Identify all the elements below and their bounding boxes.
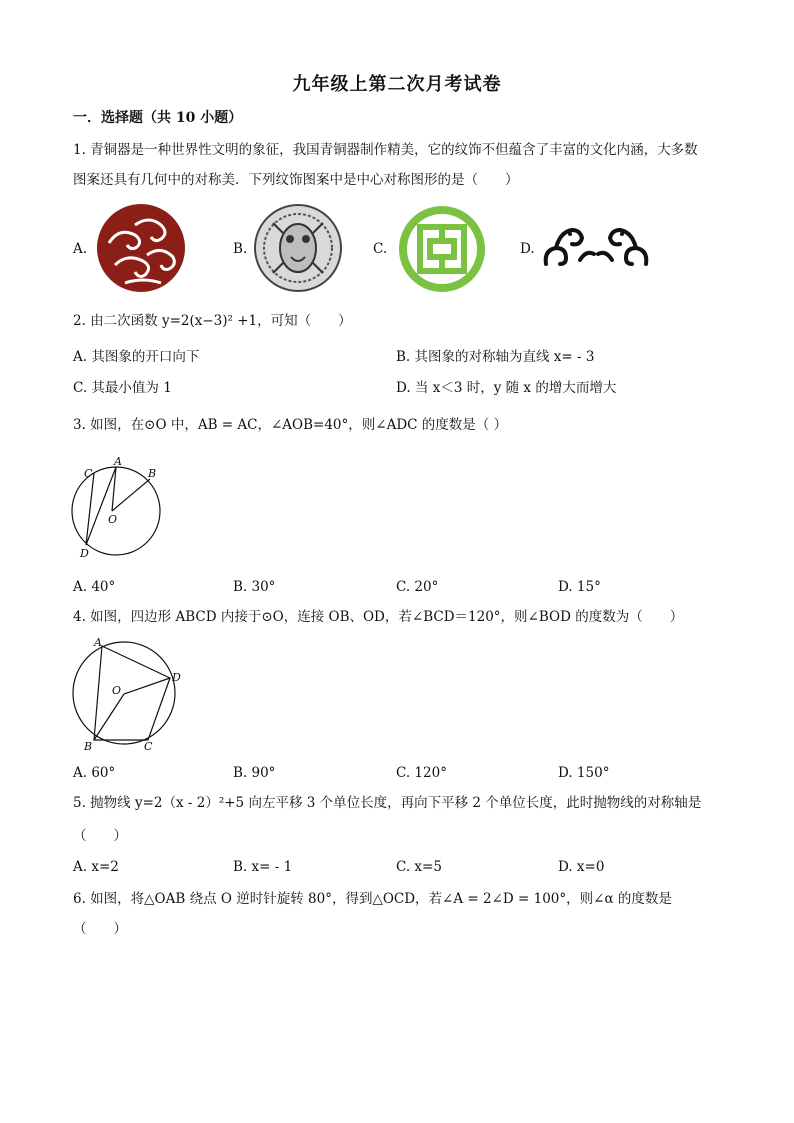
q3-option-d: D. 15° [558,579,601,595]
q4-option-c: C. 120° [396,765,447,781]
q5-stem-line2: （ ） [73,828,127,844]
cloud-pattern-image [95,203,187,293]
q4-option-a: A. 60° [73,765,116,781]
q1-option-c-label: C. [373,241,388,257]
q4-option-d: D. 150° [558,765,610,781]
q4-label-a: A [94,636,102,649]
q3-label-o: O [108,513,118,526]
beast-pattern-image [253,203,343,293]
q1-option-d-label: D. [520,241,535,257]
q2-option-d: D. 当 x＜3 时，y 随 x 的增大而增大 [396,380,617,396]
q4-label-o: O [112,684,122,697]
fret-pattern-image [398,205,486,293]
q6-stem-line2: （ ） [73,921,127,937]
q3-label-d: D [80,547,89,560]
q4-stem: 4. 如图，四边形 ABCD 内接于⊙O，连接 OB、OD，若∠BCD＝120°，则∠BOD 的度数为（ ） [73,609,684,625]
q3-stem: 3. 如图，在⊙O 中，AB = AC，∠AOB=40°，则∠ADC 的度数是（ ） [73,417,508,433]
q4-circle-figure [66,634,192,754]
q3-option-b: B. 30° [233,579,276,595]
q2-stem: 2. 由二次函数 y=2(x−3)² +1，可知（ ） [73,313,352,329]
q6-stem-line1: 6. 如图，将△OAB 绕点 O 逆时针旋转 80°，得到△OCD，若∠A = 2∠D = 100°，则∠α 的度数是 [73,891,672,907]
q3-label-b: B [148,467,157,480]
q3-label-a: A [114,455,122,468]
q1-option-b-label: B. [233,241,248,257]
page-title: 九年级上第二次月考试卷 [292,74,502,95]
q5-option-b: B. x= - 1 [233,859,293,875]
q5-option-d: D. x=0 [558,859,605,875]
q4-label-b: B [84,740,93,753]
q4-label-d: D [172,671,181,684]
q3-circle-figure [68,455,173,563]
q1-stem-line2: 图案还具有几何中的对称美．下列纹饰图案中是中心对称图形的是（ ） [73,172,519,188]
q5-option-a: A. x=2 [73,859,119,875]
section-heading: 一．选择题（共 10 小题） [73,110,243,126]
q5-stem-line1: 5. 抛物线 y=2（x - 2）²+5 向左平移 3 个单位长度，再向下平移 2 个单位长度，此时抛物线的对称轴是 [73,795,702,811]
q5-option-c: C. x=5 [396,859,442,875]
q2-option-c: C. 其最小值为 1 [73,380,172,396]
q4-option-b: B. 90° [233,765,276,781]
q3-option-c: C. 20° [396,579,439,595]
q3-label-c: C [84,467,93,480]
q2-option-a: A. 其图象的开口向下 [73,349,200,365]
q3-option-a: A. 40° [73,579,116,595]
q1-option-a-label: A. [73,241,88,257]
q1-stem-line1: 1. 青铜器是一种世界性文明的象征，我国青铜器制作精美，它的纹饰不但蕴含了丰富的文化内涵，大多数 [73,142,698,158]
dragon-pattern-image [540,220,652,272]
q4-label-c: C [144,740,153,753]
q2-option-b: B. 其图象的对称轴为直线 x= - 3 [396,349,595,365]
